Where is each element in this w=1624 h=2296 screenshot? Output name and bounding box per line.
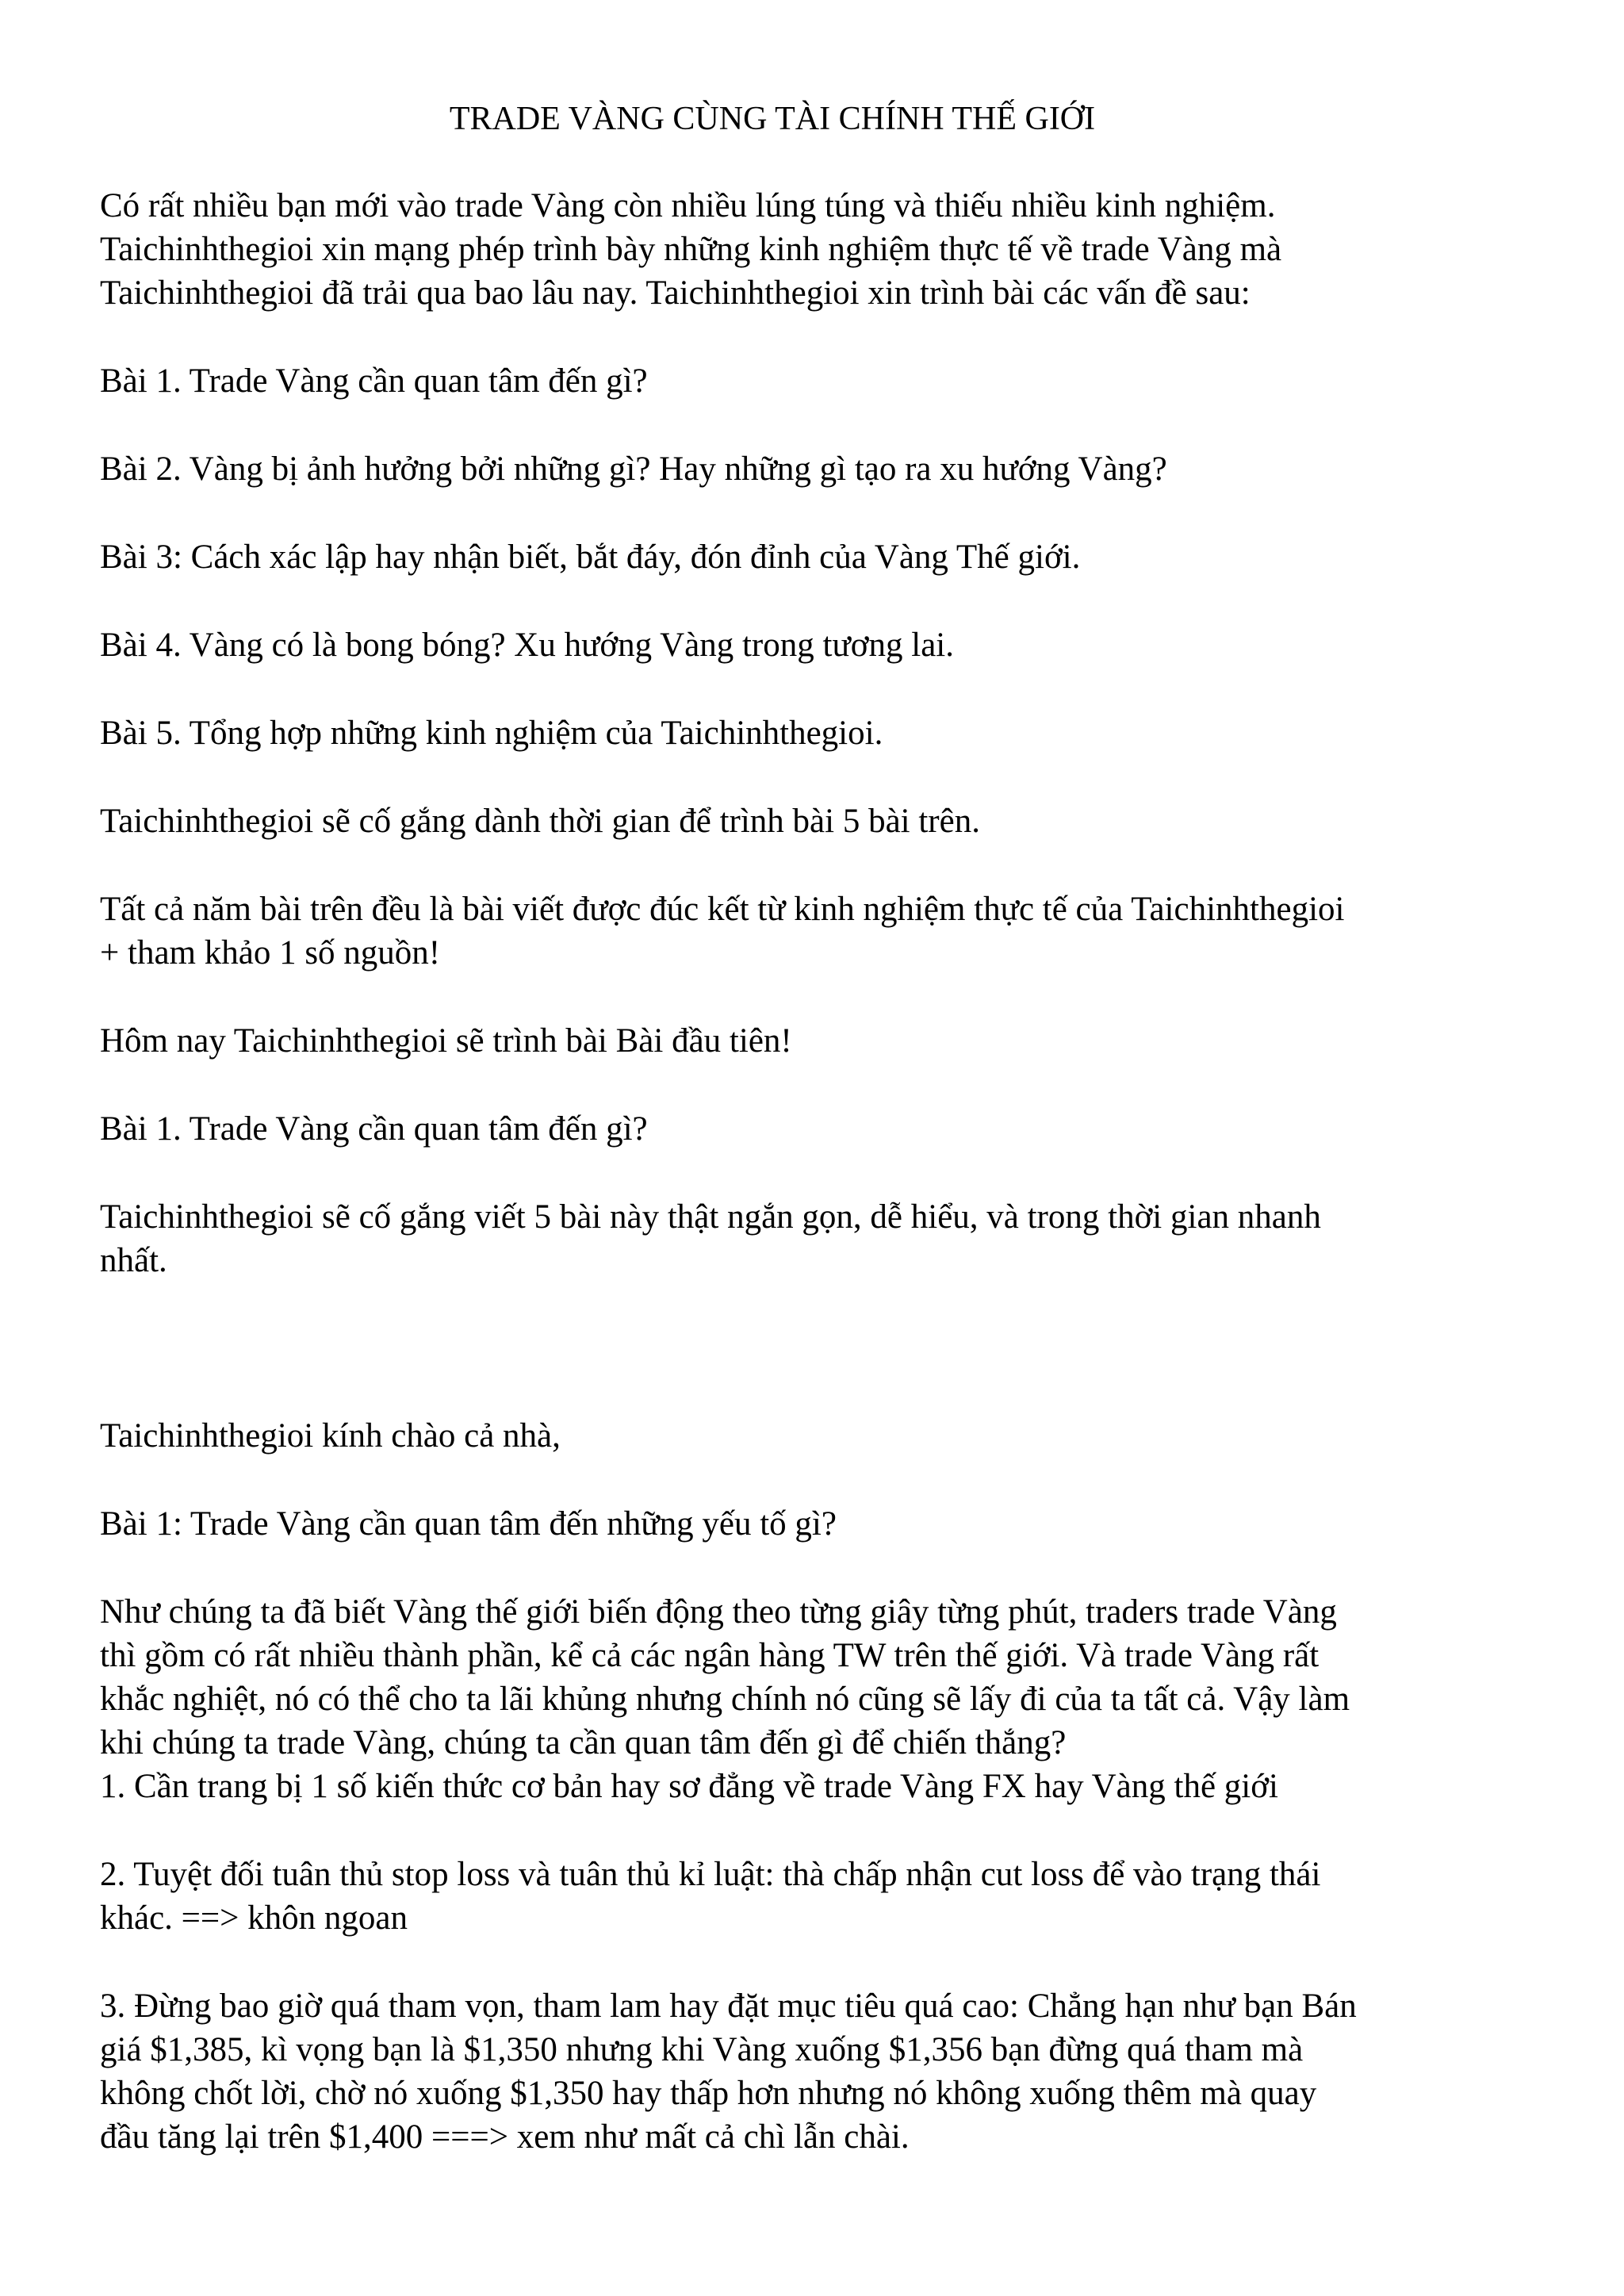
lesson-item: Bài 4. Vàng có là bong bóng? Xu hướng Vàng trong tương lai.: [100, 627, 954, 664]
document-body: [100, 184, 1543, 2159]
body-line: khi chúng ta trade Vàng, chúng ta cần quan tâm đến gì để chiến thắng?: [100, 1724, 1067, 1761]
point3-line: không chốt lời, chờ nó xuống $1,350 hay thấp hơn nhưng nó không xuống thêm mà quay: [100, 2075, 1317, 2112]
point3-line: 3. Đừng bao giờ quá tham vọn, tham lam hay đặt mục tiêu quá cao: Chẳng hạn như bạn Bán: [100, 1987, 1357, 2025]
body-line: thì gồm có rất nhiều thành phần, kể cả các ngân hàng TW trên thế giới. Và trade Vàng rất: [100, 1637, 1320, 1674]
document-title: TRADE VÀNG CÙNG TÀI CHÍNH THẾ GIỚI: [449, 101, 1096, 137]
lesson1-repeat: Bài 1. Trade Vàng cần quan tâm đến gì?: [100, 1110, 648, 1148]
point2-line: khác. ==> khôn ngoan: [100, 1899, 408, 1937]
lesson-item: Bài 2. Vàng bị ảnh hưởng bởi những gì? Hay những gì tạo ra xu hướng Vàng?: [100, 450, 1167, 488]
summary-line: + tham khảo 1 số nguồn!: [100, 934, 441, 972]
body-line: khắc nghiệt, nó có thể cho ta lãi khủng nhưng chính nó cũng sẽ lấy đi của ta tất cả. Vậy làm: [100, 1681, 1350, 1718]
lesson-item: Bài 5. Tổng hợp những kinh nghiệm của Taichinhthegioi.: [100, 715, 883, 752]
point3-line: đầu tăng lại trên $1,400 ===> xem như mất cả chì lẫn chài.: [100, 2118, 910, 2156]
body-line: 1. Cần trang bị 1 số kiến thức cơ bản hay sơ đẳng về trade Vàng FX hay Vàng thế giới: [100, 1768, 1278, 1805]
intro-line: Taichinhthegioi đã trải qua bao lâu nay. Taichinhthegioi xin trình bài các vấn đề sau:: [100, 274, 1251, 312]
lesson1-title: Bài 1: Trade Vàng cần quan tâm đến những yếu tố gì?: [100, 1505, 837, 1543]
point3-line: giá $1,385, kì vọng bạn là $1,350 nhưng khi Vàng xuống $1,356 bạn đừng quá tham mà: [100, 2031, 1304, 2068]
lesson-item: Bài 1. Trade Vàng cần quan tâm đến gì?: [100, 362, 648, 400]
promise-line: Taichinhthegioi sẽ cố gắng viết 5 bài này thật ngắn gọn, dễ hiểu, và trong thời gian nhanh: [100, 1198, 1321, 1236]
greeting-paragraph: Taichinhthegioi kính chào cả nhà,: [100, 1417, 561, 1455]
body-line: Như chúng ta đã biết Vàng thế giới biến động theo từng giây từng phút, traders trade Vàng: [100, 1593, 1337, 1631]
summary-line: Tất cả năm bài trên đều là bài viết được đúc kết từ kinh nghiệm thực tế của Taichinhthegioi: [100, 891, 1345, 928]
effort-paragraph: Taichinhthegioi sẽ cố gắng dành thời gian để trình bài 5 bài trên.: [100, 803, 980, 840]
today-paragraph: Hôm nay Taichinhthegioi sẽ trình bài Bài đầu tiên!: [100, 1022, 792, 1060]
intro-line: Có rất nhiều bạn mới vào trade Vàng còn nhiều lúng túng và thiếu nhiều kinh nghiệm.: [100, 187, 1276, 224]
point2-line: 2. Tuyệt đối tuân thủ stop loss và tuân thủ kỉ luật: thà chấp nhận cut loss để vào trạng thái: [100, 1856, 1321, 1893]
lesson-item: Bài 3: Cách xác lập hay nhận biết, bắt đáy, đón đỉnh của Vàng Thế giới.: [100, 539, 1081, 576]
intro-line: Taichinhthegioi xin mạng phép trình bày những kinh nghiệm thực tế về trade Vàng mà: [100, 231, 1282, 268]
promise-line: nhất.: [100, 1242, 167, 1279]
